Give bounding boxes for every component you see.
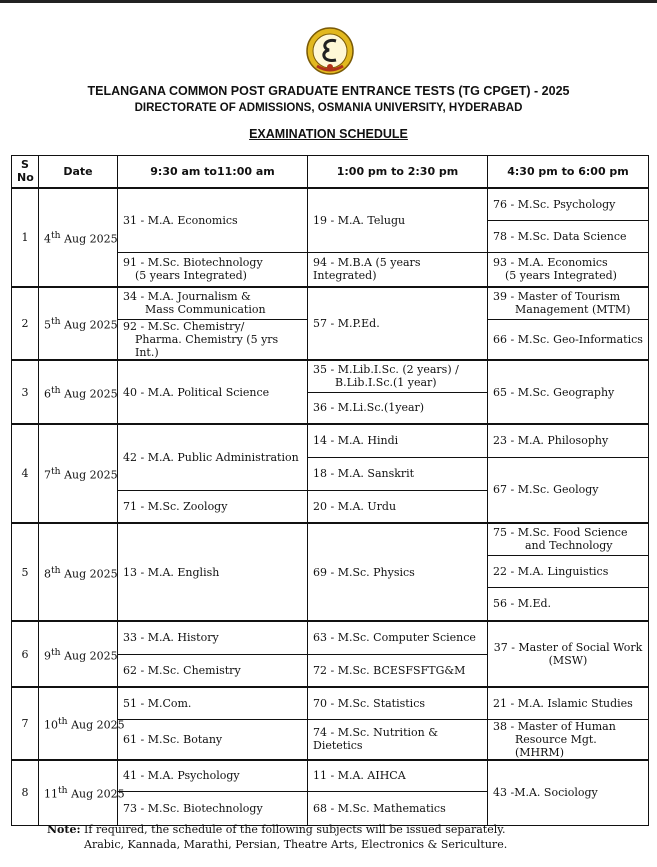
subject-cell: 65 - M.Sc. Geography xyxy=(488,360,649,424)
date-cell: 10th Aug 2025 xyxy=(39,687,118,760)
subject-cell: 13 - M.A. English xyxy=(118,523,308,621)
subject-cell: 20 - M.A. Urdu xyxy=(308,490,488,523)
subject-cell: 43 -M.A. Sociology xyxy=(488,760,649,826)
subject-cell: 71 - M.Sc. Zoology xyxy=(118,490,308,523)
col-header-slot3: 4:30 pm to 6:00 pm xyxy=(488,156,649,188)
subject-cell: 21 - M.A. Islamic Studies xyxy=(488,687,649,719)
subject-cell: 11 - M.A. AIHCA xyxy=(308,760,488,792)
col-header-slot1: 9:30 am to11:00 am xyxy=(118,156,308,188)
date-cell: 11th Aug 2025 xyxy=(39,760,118,826)
header-subtitle: DIRECTORATE OF ADMISSIONS, OSMANIA UNIVERSITY, HYDERABAD xyxy=(134,102,523,114)
subject-cell: 74 - M.Sc. Nutrition & Dietetics xyxy=(308,719,488,760)
subject-cell: 19 - M.A. Telugu xyxy=(308,188,488,253)
subject-cell: 76 - M.Sc. Psychology xyxy=(488,188,649,221)
note-subjects: Arabic, Kannada, Marathi, Persian, Theatre Arts, Electronics & Sericulture. xyxy=(84,838,508,851)
subject-cell: 31 - M.A. Economics xyxy=(118,188,308,253)
subject-cell: 73 - M.Sc. Biotechnology xyxy=(118,792,308,826)
sno-cell: 7 xyxy=(12,687,39,760)
subject-cell: 68 - M.Sc. Mathematics xyxy=(308,792,488,826)
subject-cell: 23 - M.A. Philosophy xyxy=(488,424,649,457)
subject-cell: 39 - Master of Tourism Management (MTM) xyxy=(488,287,649,320)
sno-cell: 3 xyxy=(12,360,39,424)
note-label: Note: xyxy=(47,823,81,836)
table-row xyxy=(12,621,649,654)
subject-cell: 92 - M.Sc. Chemistry/ Pharma. Chemistry (5 yrs Int.) xyxy=(118,320,308,361)
osmania-university-seal-icon xyxy=(305,26,355,76)
date-cell: 9th Aug 2025 xyxy=(39,621,118,687)
subject-cell: 41 - M.A. Psychology xyxy=(118,760,308,792)
date-cell: 7th Aug 2025 xyxy=(39,424,118,523)
subject-cell: 94 - M.B.A (5 years Integrated) xyxy=(308,253,488,287)
sno-cell: 1 xyxy=(12,188,39,287)
sno-cell: 2 xyxy=(12,287,39,361)
subject-cell: 51 - M.Com. xyxy=(118,687,308,719)
subject-cell: 22 - M.A. Linguistics xyxy=(488,555,649,587)
schedule-heading: EXAMINATION SCHEDULE xyxy=(249,127,408,141)
table-row xyxy=(12,360,649,392)
sno-cell: 8 xyxy=(12,760,39,826)
table-header-row xyxy=(12,156,649,188)
subject-cell: 61 - M.Sc. Botany xyxy=(118,719,308,760)
header-title: TELANGANA COMMON POST GRADUATE ENTRANCE TESTS (TG CPGET) - 2025 xyxy=(87,84,570,98)
table-row xyxy=(12,188,649,221)
table-row xyxy=(12,424,649,457)
subject-cell: 66 - M.Sc. Geo-Informatics xyxy=(488,320,649,361)
table-row xyxy=(12,523,649,555)
date-cell: 6th Aug 2025 xyxy=(39,360,118,424)
subject-cell: 42 - M.A. Public Administration xyxy=(118,424,308,490)
sno-cell: 4 xyxy=(12,424,39,523)
table-row xyxy=(12,760,649,792)
sno-cell: 5 xyxy=(12,523,39,621)
subject-cell: 72 - M.Sc. BCESFSFTG&M xyxy=(308,654,488,687)
subject-cell: 18 - M.A. Sanskrit xyxy=(308,457,488,490)
date-cell: 8th Aug 2025 xyxy=(39,523,118,621)
subject-cell: 67 - M.Sc. Geology xyxy=(488,457,649,523)
col-header-slot2: 1:00 pm to 2:30 pm xyxy=(308,156,488,188)
table-row xyxy=(12,687,649,719)
subject-cell: 38 - Master of Human Resource Mgt. (MHRM) xyxy=(488,719,649,760)
subject-cell: 63 - M.Sc. Computer Science xyxy=(308,621,488,654)
note-text: If required, the schedule of the following subjects will be issued separately. xyxy=(80,823,506,836)
subject-cell: 57 - M.P.Ed. xyxy=(308,287,488,361)
examination-schedule-table xyxy=(11,155,649,826)
subject-cell: 91 - M.Sc. Biotechnology (5 years Integrated) xyxy=(118,253,308,287)
subject-cell: 35 - M.Lib.I.Sc. (2 years) / B.Lib.I.Sc.(1 year) xyxy=(308,360,488,392)
top-border xyxy=(0,0,657,3)
date-cell: 5th Aug 2025 xyxy=(39,287,118,361)
footnote xyxy=(47,822,507,852)
subject-cell: 69 - M.Sc. Physics xyxy=(308,523,488,621)
table-row xyxy=(12,287,649,320)
col-header-sno: S No xyxy=(12,156,39,188)
subject-cell: 33 - M.A. History xyxy=(118,621,308,654)
subject-cell: 14 - M.A. Hindi xyxy=(308,424,488,457)
col-header-date: Date xyxy=(39,156,118,188)
subject-cell: 36 - M.Li.Sc.(1year) xyxy=(308,392,488,424)
sno-cell: 6 xyxy=(12,621,39,687)
subject-cell: 75 - M.Sc. Food Science and Technology xyxy=(488,523,649,555)
subject-cell: 56 - M.Ed. xyxy=(488,587,649,621)
subject-cell: 70 - M.Sc. Statistics xyxy=(308,687,488,719)
subject-cell: 62 - M.Sc. Chemistry xyxy=(118,654,308,687)
date-cell: 4th Aug 2025 xyxy=(39,188,118,287)
subject-cell: 40 - M.A. Political Science xyxy=(118,360,308,424)
subject-cell: 34 - M.A. Journalism & Mass Communication xyxy=(118,287,308,320)
subject-cell: 78 - M.Sc. Data Science xyxy=(488,221,649,253)
subject-cell: 93 - M.A. Economics (5 years Integrated) xyxy=(488,253,649,287)
subject-cell: 37 - Master of Social Work (MSW) xyxy=(488,621,649,687)
